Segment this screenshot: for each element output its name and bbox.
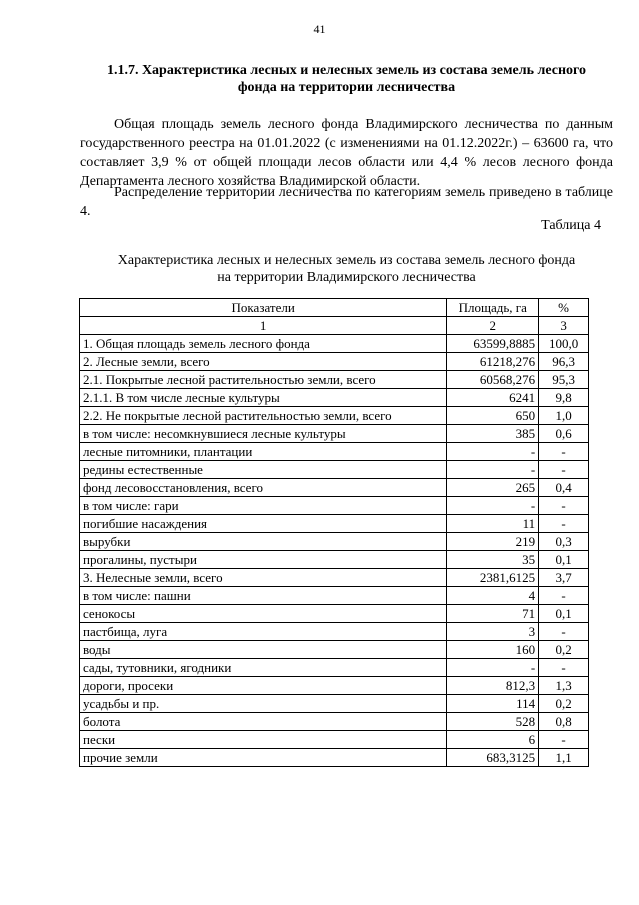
table-row (80, 335, 589, 353)
row-percent: 1,1 (539, 749, 589, 767)
header-area: Площадь, га (447, 299, 539, 317)
row-indicator: вырубки (80, 533, 447, 551)
row-indicator: воды (80, 641, 447, 659)
row-area: 650 (447, 407, 539, 425)
table-row (80, 605, 589, 623)
row-area: 683,3125 (447, 749, 539, 767)
row-percent: 3,7 (539, 569, 589, 587)
row-area: 528 (447, 713, 539, 731)
row-indicator: в том числе: несомкнувшиеся лесные культуры (80, 425, 447, 443)
header-percent: % (539, 299, 589, 317)
table-row (80, 479, 589, 497)
row-area: 812,3 (447, 677, 539, 695)
column-number-1: 1 (80, 317, 447, 335)
row-percent: - (539, 515, 589, 533)
table-caption-line-1: Характеристика лесных и нелесных земель из состава земель лесного фонда (117, 253, 576, 268)
row-percent: 0,2 (539, 641, 589, 659)
row-percent: 0,1 (539, 551, 589, 569)
table-row (80, 659, 589, 677)
table-row (80, 731, 589, 749)
row-percent: - (539, 659, 589, 677)
table-row (80, 749, 589, 767)
row-percent: - (539, 497, 589, 515)
row-percent: 1,0 (539, 407, 589, 425)
row-area: 11 (447, 515, 539, 533)
table-row (80, 497, 589, 515)
row-percent: 0,6 (539, 425, 589, 443)
row-area: 265 (447, 479, 539, 497)
row-indicator: погибшие насаждения (80, 515, 447, 533)
table-row (80, 389, 589, 407)
row-indicator: в том числе: гари (80, 497, 447, 515)
header-indicator: Показатели (80, 299, 447, 317)
row-area: 385 (447, 425, 539, 443)
row-indicator: прочие земли (80, 749, 447, 767)
row-area: 71 (447, 605, 539, 623)
column-number-2: 2 (447, 317, 539, 335)
row-indicator: 2. Лесные земли, всего (80, 353, 447, 371)
row-area: 160 (447, 641, 539, 659)
row-percent: - (539, 623, 589, 641)
row-percent: 0,1 (539, 605, 589, 623)
row-area: 2381,6125 (447, 569, 539, 587)
table-number: Таблица 4 (541, 218, 601, 233)
table-caption (80, 252, 613, 286)
table-row (80, 551, 589, 569)
table-row (80, 533, 589, 551)
table-row (80, 407, 589, 425)
row-percent: 0,3 (539, 533, 589, 551)
table-row (80, 641, 589, 659)
row-indicator: прогалины, пустыри (80, 551, 447, 569)
row-indicator: фонд лесовосстановления, всего (80, 479, 447, 497)
table-caption-line-2: на территории Владимирского лесничества (217, 270, 476, 285)
row-area: 35 (447, 551, 539, 569)
section-heading-line-2: фонда на территории лесничества (237, 80, 456, 95)
row-indicator: сады, тутовники, ягодники (80, 659, 447, 677)
row-percent: 95,3 (539, 371, 589, 389)
row-area: 3 (447, 623, 539, 641)
table-row (80, 515, 589, 533)
row-indicator: пески (80, 731, 447, 749)
table-row (80, 371, 589, 389)
row-indicator: 2.1.1. В том числе лесные культуры (80, 389, 447, 407)
row-indicator: 2.1. Покрытые лесной растительностью земли, всего (80, 371, 447, 389)
section-heading-line-1: 1.1.7. Характеристика лесных и нелесных земель из состава земель лесного (106, 63, 587, 78)
row-area: 61218,276 (447, 353, 539, 371)
row-percent: - (539, 587, 589, 605)
row-percent: - (539, 443, 589, 461)
table-row (80, 461, 589, 479)
row-indicator: 2.2. Не покрытые лесной растительностью земли, всего (80, 407, 447, 425)
row-indicator: лесные питомники, плантации (80, 443, 447, 461)
table-row (80, 569, 589, 587)
row-percent: 0,4 (539, 479, 589, 497)
row-area: 6241 (447, 389, 539, 407)
row-percent: 96,3 (539, 353, 589, 371)
table-row (80, 677, 589, 695)
row-area: 63599,8885 (447, 335, 539, 353)
table-row (80, 425, 589, 443)
row-percent: - (539, 731, 589, 749)
row-indicator: болота (80, 713, 447, 731)
column-number-3: 3 (539, 317, 589, 335)
table-row (80, 713, 589, 731)
row-area: 6 (447, 731, 539, 749)
paragraph-total-area: Общая площадь земель лесного фонда Владимирского лесничества по данным государственного реестра на 01.01.2022 (с изменениями на 01.12.2022г.) – 63600 га, что составляет 3,9 % от общей площади лесов области или 4,4 % лесов лесного фонда Департамента лесного хозяйства Владимирской области. (80, 117, 613, 189)
table-row (80, 587, 589, 605)
row-indicator: пастбища, луга (80, 623, 447, 641)
paragraph-distribution: Распределение территории лесничества по категориям земель приведено в таблице 4. (80, 185, 613, 219)
table-row (80, 443, 589, 461)
row-indicator: сенокосы (80, 605, 447, 623)
row-percent: 0,8 (539, 713, 589, 731)
row-indicator: усадьбы и пр. (80, 695, 447, 713)
row-indicator: дороги, просеки (80, 677, 447, 695)
table-row (80, 695, 589, 713)
row-indicator: 3. Нелесные земли, всего (80, 569, 447, 587)
row-area: 60568,276 (447, 371, 539, 389)
row-area: - (447, 659, 539, 677)
row-area: - (447, 443, 539, 461)
row-area: 114 (447, 695, 539, 713)
row-indicator: в том числе: пашни (80, 587, 447, 605)
row-percent: 100,0 (539, 335, 589, 353)
row-area: 4 (447, 587, 539, 605)
row-area: - (447, 461, 539, 479)
row-indicator: 1. Общая площадь земель лесного фонда (80, 335, 447, 353)
table-row (80, 623, 589, 641)
page-number: 41 (313, 22, 326, 36)
table-header-row (80, 299, 589, 317)
row-percent: 0,2 (539, 695, 589, 713)
row-indicator: редины естественные (80, 461, 447, 479)
table-row (80, 353, 589, 371)
table-numbering-row (80, 317, 589, 335)
row-percent: 9,8 (539, 389, 589, 407)
land-categories-table (79, 298, 589, 767)
section-heading (80, 62, 613, 96)
row-percent: - (539, 461, 589, 479)
row-area: - (447, 497, 539, 515)
row-area: 219 (447, 533, 539, 551)
table-body (80, 335, 589, 767)
row-percent: 1,3 (539, 677, 589, 695)
